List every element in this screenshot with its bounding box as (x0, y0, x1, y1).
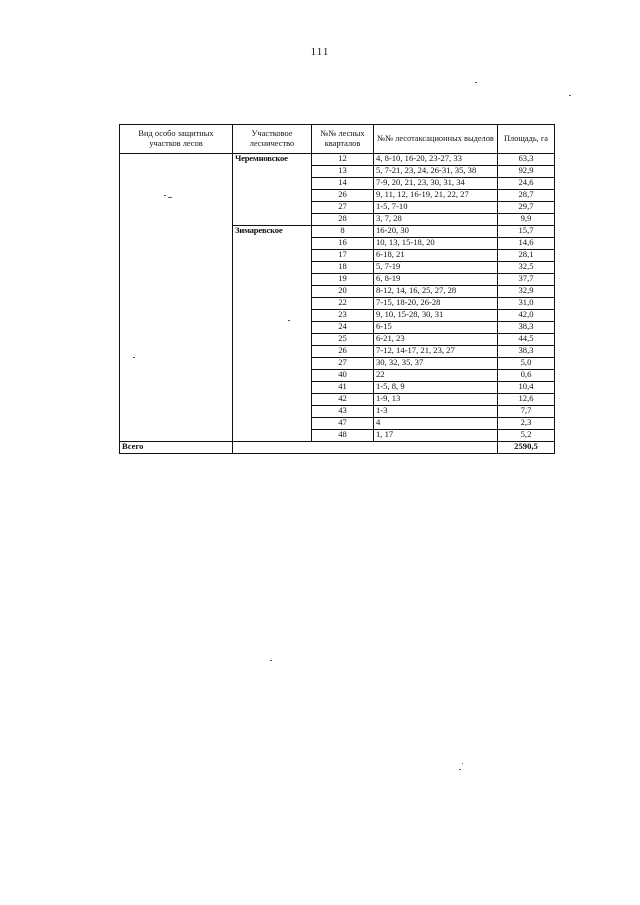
area-cell: 31,0 (498, 298, 555, 310)
table-header-row (120, 125, 555, 154)
area-cell: 29,7 (498, 202, 555, 214)
quarter-cell: 17 (312, 250, 374, 262)
quarter-cell: 19 (312, 274, 374, 286)
header-area: Площадь, га (498, 125, 555, 154)
parcels-cell: 6, 8-19 (374, 274, 498, 286)
quarter-cell: 27 (312, 358, 374, 370)
forestry-cell: Черемновское (233, 154, 312, 226)
area-cell: 92,9 (498, 166, 555, 178)
parcels-cell: 9, 10, 15-28, 30, 31 (374, 310, 498, 322)
quarter-cell: 41 (312, 382, 374, 394)
total-row (120, 442, 555, 454)
quarter-cell: 28 (312, 214, 374, 226)
forest-plots-table (119, 124, 555, 454)
total-empty-cell (233, 442, 498, 454)
scan-speck (270, 660, 272, 661)
area-cell: 63,3 (498, 154, 555, 166)
area-cell: 0,6 (498, 370, 555, 382)
area-cell: 28,1 (498, 250, 555, 262)
quarter-cell: 20 (312, 286, 374, 298)
header-quarters: №№ лесных кварталов (312, 125, 374, 154)
parcels-cell: 1-5, 8, 9 (374, 382, 498, 394)
scan-speck (475, 82, 477, 83)
parcels-cell: 4 (374, 418, 498, 430)
scan-speck (459, 769, 461, 770)
area-cell: 38,3 (498, 346, 555, 358)
quarter-cell: 13 (312, 166, 374, 178)
area-cell: 10,4 (498, 382, 555, 394)
total-label: Всего (120, 442, 233, 454)
quarter-cell: 23 (312, 310, 374, 322)
parcels-cell: 8-12, 14, 16, 25, 27, 28 (374, 286, 498, 298)
forestry-cell: Зимаревское (233, 226, 312, 442)
area-cell: 12,6 (498, 394, 555, 406)
quarter-cell: 48 (312, 430, 374, 442)
area-cell: 24,6 (498, 178, 555, 190)
parcels-cell: 7-9, 20, 21, 23, 30, 31, 34 (374, 178, 498, 190)
header-parcels: №№ лесотаксационных выделов (374, 125, 498, 154)
quarter-cell: 43 (312, 406, 374, 418)
scan-speck (288, 320, 290, 321)
area-cell: 15,7 (498, 226, 555, 238)
parcels-cell: 7-12, 14-17, 21, 23, 27 (374, 346, 498, 358)
page-number: 111 (310, 46, 330, 58)
quarter-cell: 14 (312, 178, 374, 190)
parcels-cell: 10, 13, 15-18, 20 (374, 238, 498, 250)
parcels-cell: 6-15 (374, 322, 498, 334)
area-cell: 2,3 (498, 418, 555, 430)
quarter-cell: 25 (312, 334, 374, 346)
parcels-cell: 6-21, 23 (374, 334, 498, 346)
parcels-cell: 5, 7-19 (374, 262, 498, 274)
quarter-cell: 27 (312, 202, 374, 214)
area-cell: 7,7 (498, 406, 555, 418)
quarter-cell: 47 (312, 418, 374, 430)
parcels-cell: 30, 32, 35, 37 (374, 358, 498, 370)
scan-speck (164, 195, 166, 196)
quarter-cell: 16 (312, 238, 374, 250)
scan-speck (462, 763, 463, 764)
area-cell: 32,5 (498, 262, 555, 274)
parcels-cell: 4, 8-10, 16-20, 23-27, 33 (374, 154, 498, 166)
quarter-cell: 42 (312, 394, 374, 406)
type-cell (120, 154, 233, 442)
area-cell: 9,9 (498, 214, 555, 226)
parcels-cell: 1-5, 7-10 (374, 202, 498, 214)
table-row (120, 154, 555, 166)
area-cell: 44,5 (498, 334, 555, 346)
scan-speck (133, 357, 135, 358)
area-cell: 32,9 (498, 286, 555, 298)
header-type: Вид особо защитных участков лесов (120, 125, 233, 154)
scan-speck (569, 95, 571, 96)
area-cell: 37,7 (498, 274, 555, 286)
area-cell: 38,3 (498, 322, 555, 334)
parcels-cell: 6-18, 21 (374, 250, 498, 262)
parcels-cell: 3, 7, 28 (374, 214, 498, 226)
area-cell: 5,0 (498, 358, 555, 370)
area-cell: 42,0 (498, 310, 555, 322)
area-cell: 28,7 (498, 190, 555, 202)
quarter-cell: 24 (312, 322, 374, 334)
total-area: 2590,5 (498, 442, 555, 454)
area-cell: 5,2 (498, 430, 555, 442)
scan-speck (168, 197, 172, 198)
parcels-cell: 1-3 (374, 406, 498, 418)
parcels-cell: 5, 7-21, 23, 24, 26-31, 35, 38 (374, 166, 498, 178)
header-forestry: Участковое лесничество (233, 125, 312, 154)
quarter-cell: 8 (312, 226, 374, 238)
quarter-cell: 12 (312, 154, 374, 166)
parcels-cell: 1-9, 13 (374, 394, 498, 406)
quarter-cell: 26 (312, 346, 374, 358)
quarter-cell: 40 (312, 370, 374, 382)
parcels-cell: 22 (374, 370, 498, 382)
quarter-cell: 18 (312, 262, 374, 274)
quarter-cell: 22 (312, 298, 374, 310)
parcels-cell: 7-15, 18-20, 26-28 (374, 298, 498, 310)
parcels-cell: 9, 11, 12, 16-19, 21, 22, 27 (374, 190, 498, 202)
area-cell: 14,6 (498, 238, 555, 250)
parcels-cell: 1, 17 (374, 430, 498, 442)
quarter-cell: 26 (312, 190, 374, 202)
parcels-cell: 16-20, 30 (374, 226, 498, 238)
